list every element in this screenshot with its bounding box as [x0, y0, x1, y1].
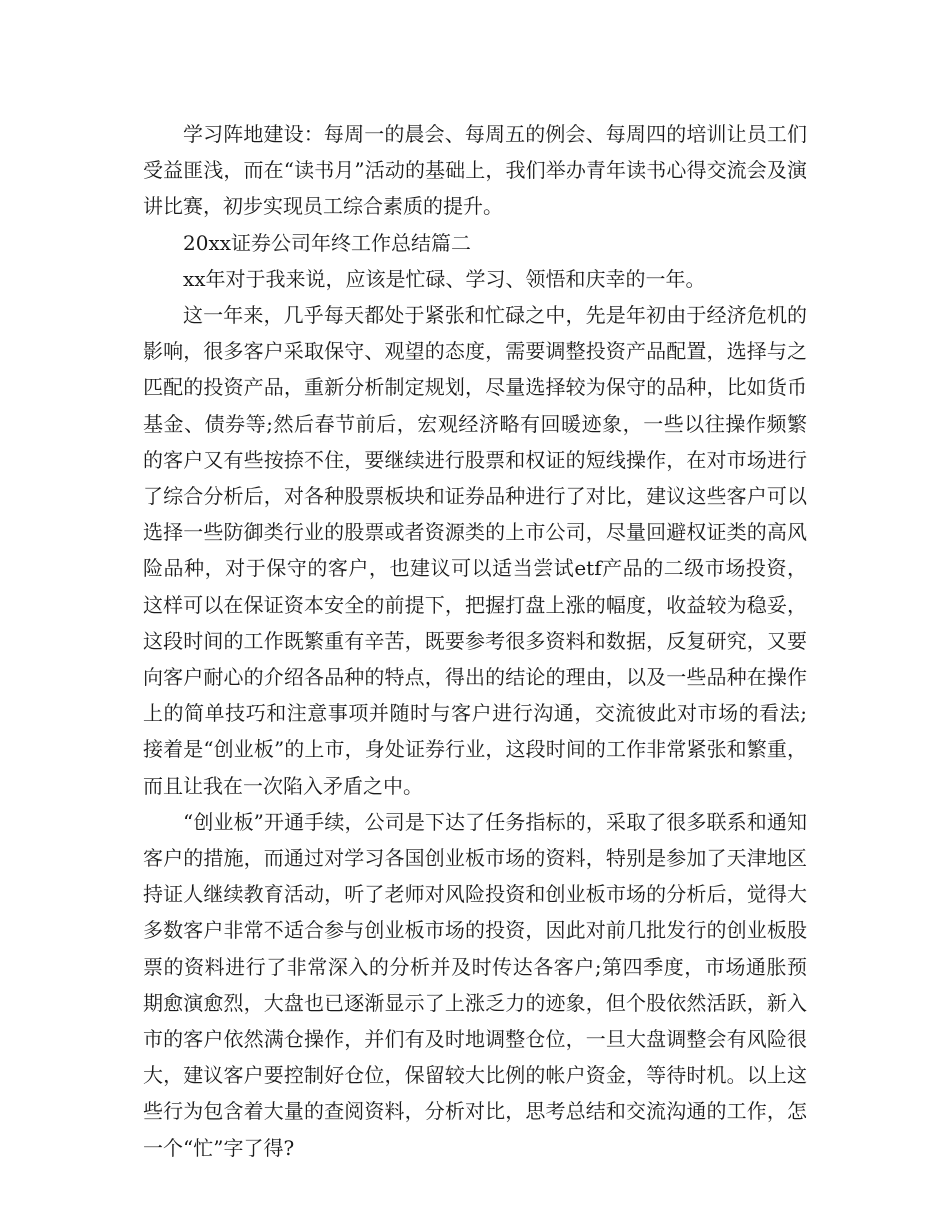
- paragraph-gem-board: “创业板”开通手续，公司是下达了任务指标的，采取了很多联系和通知客户的措施，而通过对学习各国创业板市场的资料，特别是参加了天津地区持证人继续教育活动，听了老师对风险投资和创业板市场的分析后，觉得大多数客户非常不适合参与创业板市场的投资，因此对前几批发行的创业板股票的资料进行了非常深入的分析并及时传达各客户;第四季度，市场通胀预期愈演愈烈，大盘也已逐渐显示了上涨乏力的迹象，但个股依然活跃，新入市的客户依然满仓操作，并们有及时地调整仓位，一旦大盘调整会有风险很大，建议客户要控制好仓位，保留较大比例的帐户资金，等待时机。以上这些行为包含着大量的查阅资料，分析对比，思考总结和交流沟通的工作，怎一个“忙”字了得?: [143, 809, 807, 1160]
- paragraph-study-position: 学习阵地建设：每周一的晨会、每周五的例会、每周四的培训让员工们受益匪浅，而在“读书月”活动的基础上，我们举办青年读书心得交流会及演讲比赛，初步实现员工综合素质的提升。: [143, 122, 807, 219]
- paragraph-busy-year: 这一年来，几乎每天都处于紧张和忙碌之中，先是年初由于经济危机的影响，很多客户采取保守、观望的态度，需要调整投资产品配置，选择与之匹配的投资产品，重新分析制定规划，尽量选择较为保守的品种，比如货币基金、债券等;然后春节前后，宏观经济略有回暖迹象，一些以往操作频繁的客户又有些按捺不住，要继续进行股票和权证的短线操作，在对市场进行了综合分析后，对各种股票板块和证券品种进行了对比，建议这些客户可以选择一些防御类行业的股票或者资源类的上市公司，尽量回避权证类的高风险品种，对于保守的客户，也建议可以适当尝试etf产品的二级市场投资，这样可以在保证资本安全的前提下，把握打盘上涨的幅度，收益较为稳妥，这段时间的工作既繁重有辛苦，既要参考很多资料和数据，反复研究，又要向客户耐心的介绍各品种的特点，得出的结论的理由，以及一些品种在操作上的简单技巧和注意事项并随时与客户进行沟通，交流彼此对市场的看法;接着是“创业板”的上市，身处证券行业，这段时间的工作非常紧张和繁重，而且让我在一次陷入矛盾之中。: [143, 303, 807, 798]
- document-body: [143, 116, 807, 1166]
- section-heading: 20xx证券公司年终工作总结篇二: [183, 230, 472, 255]
- paragraph-year-intro: xx年对于我来说，应该是忙碌、学习、领悟和庆幸的一年。: [183, 266, 706, 291]
